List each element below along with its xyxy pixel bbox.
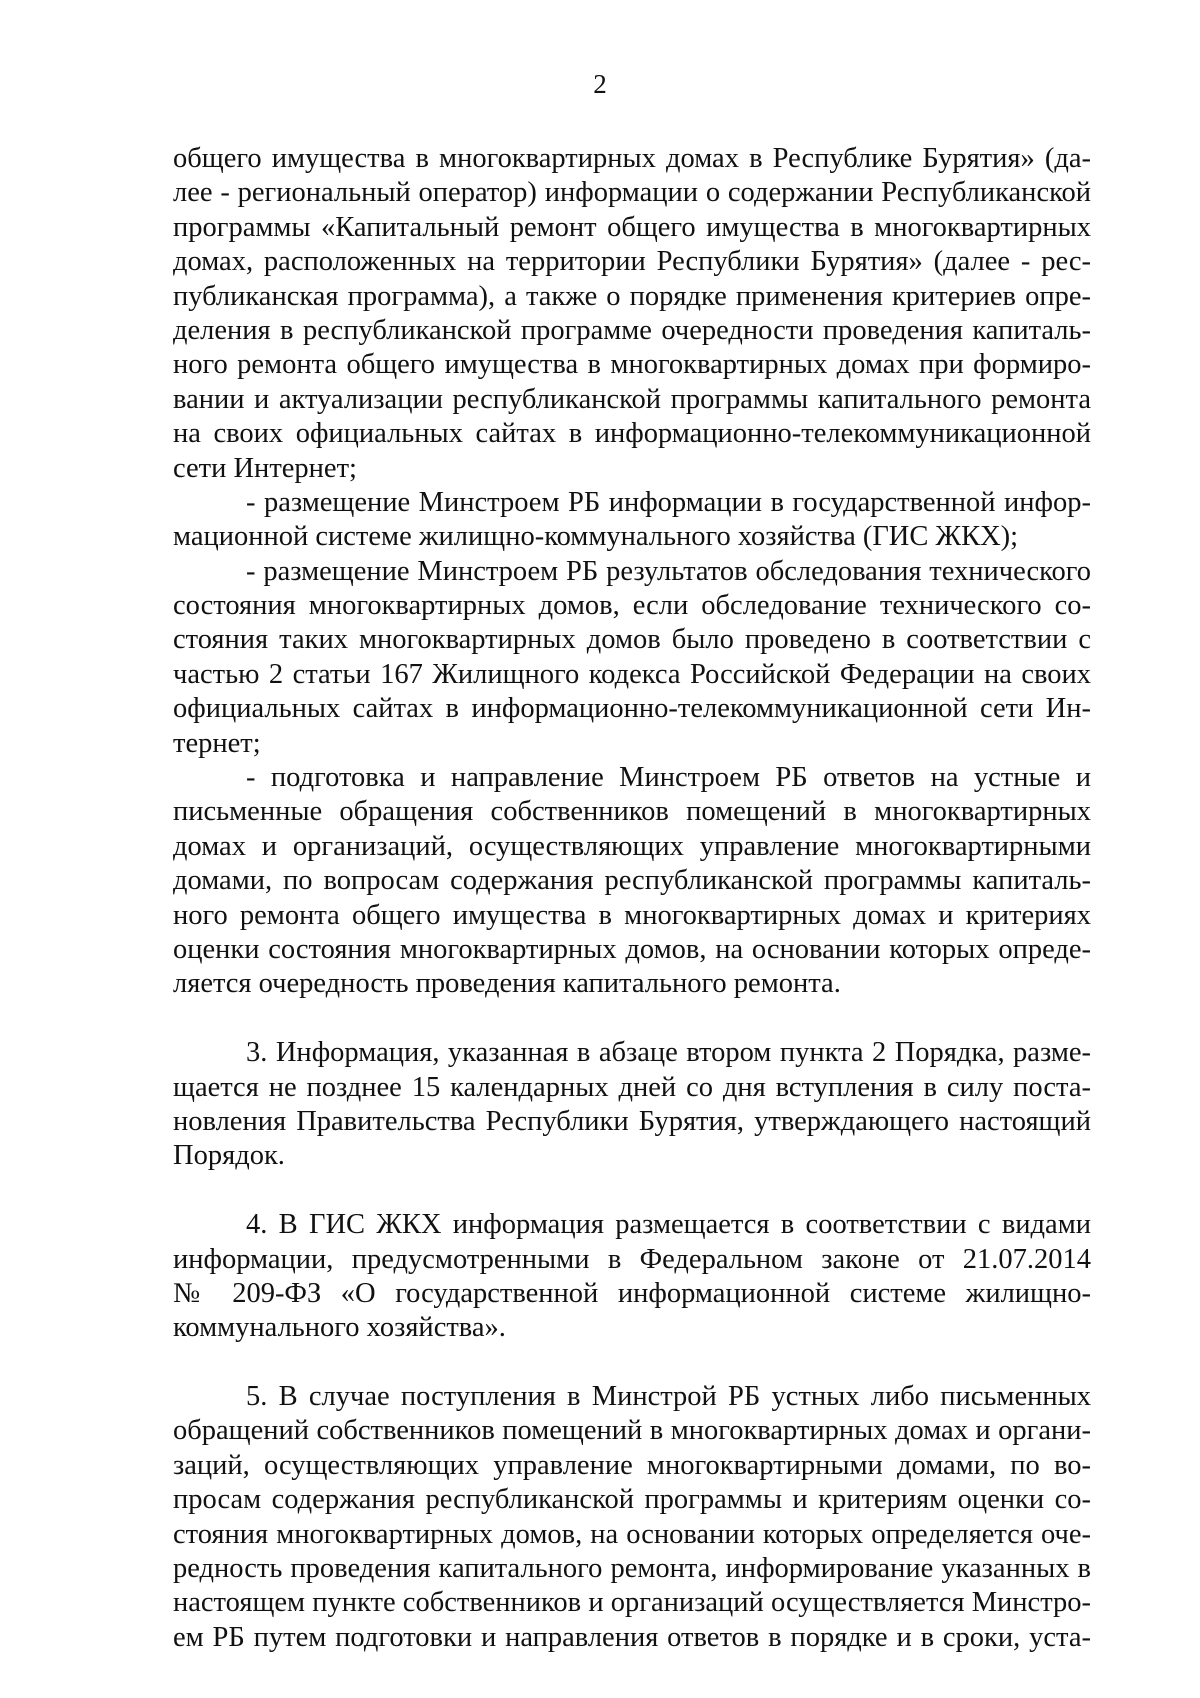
- text-line: стояния многоквартирных домов, на основании которых определяется оче-: [173, 1518, 1091, 1550]
- text-line: домах, расположенных на территории Республики Бурятия» (далее - рес-: [173, 246, 1091, 278]
- text-line: 3. Информация, указанная в абзаце втором пункта 2 Порядка, разме-: [246, 1037, 1091, 1069]
- text-line: домами, по вопросам содержания республиканской программы капиталь-: [173, 865, 1091, 897]
- document-body: [173, 142, 1091, 1655]
- paragraph-gap: [173, 1346, 1091, 1380]
- text-line: - подготовка и направление Минстроем РБ ответов на устные и: [246, 762, 1091, 794]
- paragraph-gap: [173, 1174, 1091, 1208]
- text-line: - размещение Минстроем РБ результатов обследования технического: [246, 555, 1091, 587]
- text-line: вании и актуализации республиканской программы капитального ремонта: [173, 383, 1091, 415]
- text-line: коммунального хозяйства».: [173, 1312, 506, 1344]
- text-line: Порядок.: [173, 1140, 285, 1172]
- text-line: официальных сайтах в информационно-телекоммуникационной сети Ин-: [173, 693, 1091, 725]
- text-line: ляется очередность проведения капитального ремонта.: [173, 968, 841, 1000]
- text-line: настоящем пункте собственников и организаций осуществляется Минстро-: [173, 1587, 1091, 1619]
- text-line: ного ремонта общего имущества в многоквартирных домах при формиро-: [173, 349, 1091, 381]
- text-line: стояния таких многоквартирных домов было проведено в соответствии с: [173, 624, 1091, 656]
- text-line: ем РБ путем подготовки и направления ответов в порядке и в сроки, уста-: [173, 1621, 1091, 1653]
- text-line: деления в республиканской программе очередности проведения капиталь-: [173, 314, 1091, 346]
- text-line: тернет;: [173, 727, 261, 759]
- text-line: 5. В случае поступления в Минстрой РБ устных либо письменных: [246, 1381, 1091, 1413]
- text-line: оценки состояния многоквартирных домов, на основании которых опреде-: [173, 933, 1091, 965]
- page-number: 2: [593, 69, 607, 99]
- text-line: программы «Капитальный ремонт общего имущества в многоквартирных: [173, 211, 1091, 243]
- text-line: сети Интернет;: [173, 452, 357, 484]
- text-line: щается не позднее 15 календарных дней со дня вступления в силу поста-: [173, 1071, 1091, 1103]
- text-line: домах и организаций, осуществляющих управление многоквартирными: [173, 830, 1091, 862]
- text-line: - размещение Минстроем РБ информации в государственной инфор-: [246, 486, 1091, 518]
- text-line: просам содержания республиканской программы и критериям оценки со-: [173, 1484, 1091, 1516]
- text-line: письменные обращения собственников помещений в многоквартирных: [173, 796, 1091, 828]
- text-line: лее - региональный оператор) информации о содержании Республиканской: [173, 177, 1091, 209]
- text-line: ного ремонта общего имущества в многоквартирных домах и критериях: [173, 899, 1091, 931]
- text-line: состояния многоквартирных домов, если обследование технического со-: [173, 590, 1091, 622]
- text-line: редность проведения капитального ремонта, информирование указанных в: [173, 1553, 1091, 1585]
- text-line: публиканская программа), а также о порядке применения критериев опре-: [173, 280, 1091, 312]
- text-line: № 209-ФЗ «О государственной информационной системе жилищно-: [173, 1277, 1091, 1309]
- text-line: новления Правительства Республики Бурятия, утверждающего настоящий: [173, 1105, 1091, 1137]
- text-line: обращений собственников помещений в многоквартирных домах и органи-: [173, 1415, 1091, 1447]
- paragraph-gap: [173, 1002, 1091, 1036]
- text-line: общего имущества в многоквартирных домах в Республике Бурятия» (да-: [173, 143, 1091, 174]
- text-line: на своих официальных сайтах в информационно-телекоммуникационной: [173, 418, 1091, 450]
- text-line: заций, осуществляющих управление многоквартирными домами, по во-: [173, 1449, 1091, 1481]
- text-line: мационной системе жилищно-коммунального хозяйства (ГИС ЖКХ);: [173, 521, 1019, 553]
- text-line: частью 2 статьи 167 Жилищного кодекса Российской Федерации на своих: [173, 658, 1091, 690]
- text-line: 4. В ГИС ЖКХ информация размещается в соответствии с видами: [246, 1209, 1091, 1241]
- text-line: информации, предусмотренными в Федеральном законе от 21.07.2014: [173, 1243, 1091, 1275]
